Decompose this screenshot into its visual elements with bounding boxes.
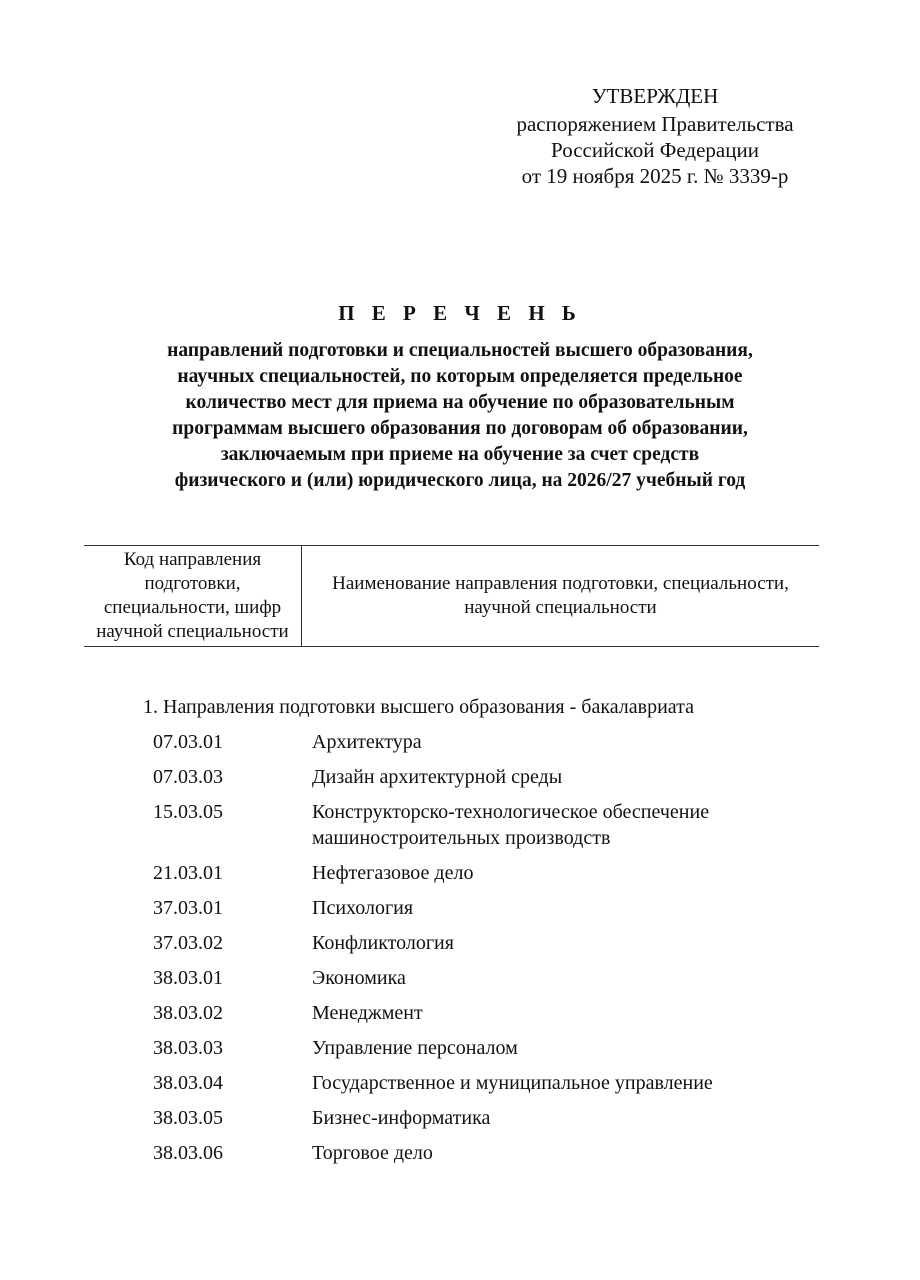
table-row (153, 799, 833, 851)
program-name: Конфликтология (312, 932, 454, 954)
program-name: Конструкторско-технологическое обеспечение машиностроительных производств (312, 801, 710, 849)
heading-line: направлений подготовки и специальностей высшего образования, (167, 340, 753, 361)
table-row (153, 1105, 833, 1131)
table-row (153, 860, 833, 886)
program-name: Менеджмент (312, 1002, 423, 1024)
program-name: Торговое дело (312, 1142, 433, 1164)
program-code: 38.03.04 (153, 1072, 223, 1094)
program-code: 38.03.01 (153, 967, 223, 989)
program-name: Управление персоналом (312, 1037, 518, 1059)
table-row (153, 965, 833, 991)
approval-title: УТВЕРЖДЕН (591, 84, 719, 108)
column-header-code: Код направления подготовки, специальности, шифр научной специальности (84, 546, 302, 647)
approval-line-1: распоряжением Правительства (516, 112, 794, 136)
program-code: 37.03.02 (153, 932, 223, 954)
program-name: Нефтегазовое дело (312, 862, 474, 884)
program-code: 38.03.05 (153, 1107, 223, 1129)
table-row (153, 729, 833, 755)
table-row (153, 895, 833, 921)
program-code: 21.03.01 (153, 862, 223, 884)
program-code: 38.03.06 (153, 1142, 223, 1164)
program-code: 07.03.03 (153, 766, 223, 788)
program-code: 15.03.05 (153, 801, 223, 823)
approval-block (490, 83, 820, 189)
heading-line: физического и (или) юридического лица, на 2026/27 учебный год (174, 470, 746, 491)
program-name: Дизайн архитектурной среды (312, 766, 563, 788)
table-header (84, 545, 819, 647)
heading-line: заключаемым при приеме на обучение за счет средств (220, 444, 700, 465)
program-name: Государственное и муниципальное управление (312, 1072, 713, 1094)
table-row (153, 930, 833, 956)
section-title: 1. Направления подготовки высшего образования - бакалавриата (143, 696, 695, 718)
program-code: 38.03.02 (153, 1002, 223, 1024)
program-list (153, 729, 833, 1175)
program-code: 38.03.03 (153, 1037, 223, 1059)
program-name: Бизнес-информатика (312, 1107, 491, 1129)
heading-line: программам высшего образования по договорам об образовании, (172, 418, 748, 439)
program-name: Экономика (312, 967, 406, 989)
program-name: Архитектура (312, 731, 422, 753)
approval-line-3: от 19 ноября 2025 г. № 3339-р (521, 164, 789, 188)
program-code: 07.03.01 (153, 731, 223, 753)
document-heading (60, 300, 860, 494)
table-row (153, 1035, 833, 1061)
heading-line: количество мест для приема на обучение по образовательным (185, 392, 735, 413)
program-code: 37.03.01 (153, 897, 223, 919)
column-header-name: Наименование направления подготовки, специальности, научной специальности (302, 546, 820, 647)
approval-line-2: Российской Федерации (551, 138, 759, 162)
table-row (153, 1000, 833, 1026)
heading-line: научных специальностей, по которым определяется предельное (177, 366, 743, 387)
document-title: П Е Р Е Ч Е Н Ь (338, 301, 582, 325)
table-row (153, 764, 833, 790)
table-row (153, 1140, 833, 1166)
table-row (153, 1070, 833, 1096)
program-name: Психология (312, 897, 414, 919)
